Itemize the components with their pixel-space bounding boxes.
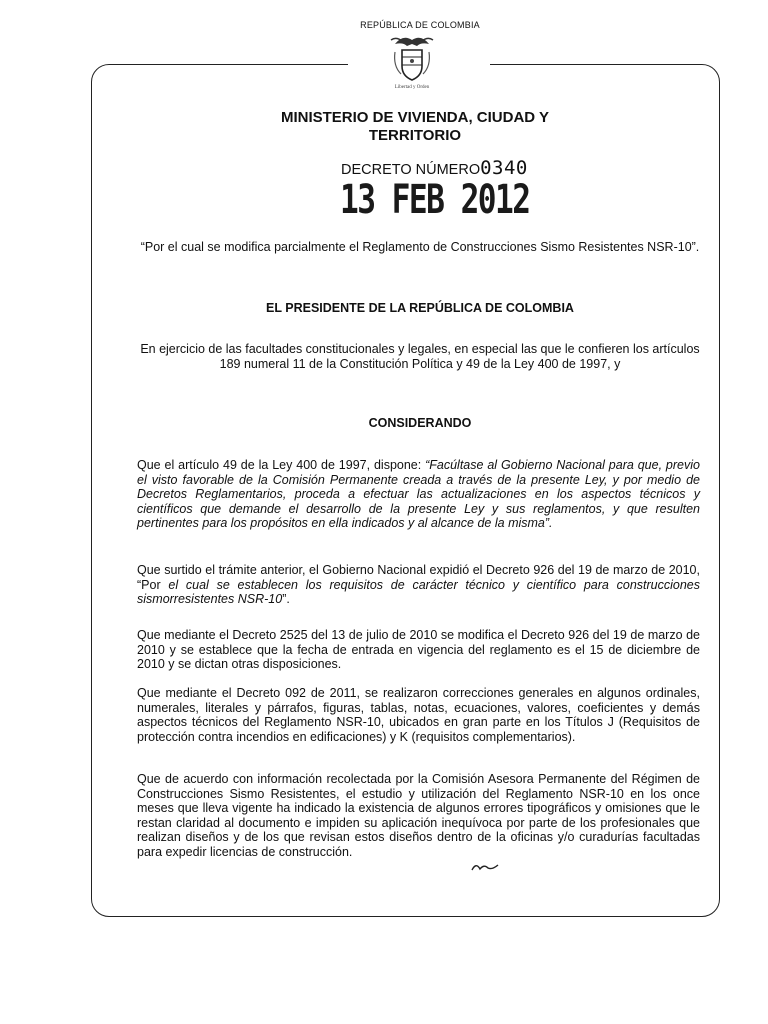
- paragraph-2-intro: Que surtido el trámite anterior, el Gobierno Nacional expidió el Decreto 926 del 19 de marzo de 2010, “Por: [137, 563, 700, 592]
- date-stamp: 13 FEB 2012: [340, 177, 530, 223]
- paragraph-article-49: [137, 458, 700, 531]
- ejercicio-paragraph: En ejercicio de las facultades constitucionales y legales, en especial las que le confieren los artículos 189 numeral 11 de la Constitución Política y 49 de la Ley 400 de 1997, y: [140, 342, 700, 371]
- paragraph-1-quote: “Facúltase al Gobierno Nacional para que, previo el visto favorable de la Comisión Permanente creada a través de la presente Ley, y por medio de Decretos Reglamentarios, proceda a efectuar las actualizaciones en los aspectos técnicos y científicos que demande el desarrollo de la presente Ley y sus reglamentos, y que resulten pertinentes para los propósitos en ella indicados y al alcance de la misma”.: [137, 458, 700, 530]
- initials-signature-mark: [470, 860, 500, 874]
- paragraph-decreto-2525: Que mediante el Decreto 2525 del 13 de julio de 2010 se modifica el Decreto 926 del 19 de marzo de 2010 y se establece que la fecha de entrada en vigencia del reglamento es el 15 de diciembre de 2010 y se dictan otras disposiciones.: [137, 628, 700, 671]
- paragraph-2-end: ”.: [282, 592, 290, 606]
- paragraph-comision-asesora: Que de acuerdo con información recolectada por la Comisión Asesora Permanente del Régimen de Construcciones Sismo Resistentes, el estudio y utilización del Reglamento NSR-10 en los once meses que lleva vigente ha indicado la existencia de algunos errores tipográficos y omisiones que le restan claridad al documento e impiden su aplicación inequívoca por parte de los profesionales que realizan diseños y de los que revisan estos diseños dentro de la oficinas y/o curadurías facultadas para expedir licencias de construcción.: [137, 772, 700, 859]
- president-heading: EL PRESIDENTE DE LA REPÚBLICA DE COLOMBIA: [266, 301, 574, 315]
- paragraph-2-quote: el cual se establecen los requisitos de carácter técnico y científico para construcciones sismorresistentes NSR-10: [137, 577, 701, 606]
- republica-header: REPÚBLICA DE COLOMBIA: [360, 20, 480, 30]
- ministry-line-2: TERRITORIO: [368, 127, 462, 144]
- ministry-line-1: MINISTERIO DE VIVIENDA, CIUDAD Y: [280, 109, 550, 126]
- emblem-motto: Libertad y Orden: [394, 85, 430, 90]
- paragraph-decreto-926: [137, 563, 700, 607]
- paragraph-1-intro: Que el artículo 49 de la Ley 400 de 1997, dispone:: [137, 458, 426, 472]
- coat-of-arms-emblem: [389, 32, 435, 90]
- decree-number-line: [341, 157, 528, 179]
- considerando-heading: CONSIDERANDO: [368, 416, 472, 430]
- decree-title: “Por el cual se modifica parcialmente el Reglamento de Construcciones Sismo Resistentes NSR-10”.: [140, 240, 700, 254]
- decree-number: 0340: [480, 157, 528, 179]
- paragraph-decreto-092: Que mediante el Decreto 092 de 2011, se realizaron correcciones generales en algunos ordinales, numerales, literales y párrafos, figuras, tablas, notas, ecuaciones, valores, coeficientes y demás aspectos técnicos del Reglamento NSR-10, ubicados en gran parte en los Títulos J (Requisitos de protección contra incendios en edificaciones) y K (requisitos complementarios).: [137, 686, 700, 744]
- decree-label: DECRETO NÚMERO: [341, 162, 481, 178]
- ministry-title: [175, 109, 655, 145]
